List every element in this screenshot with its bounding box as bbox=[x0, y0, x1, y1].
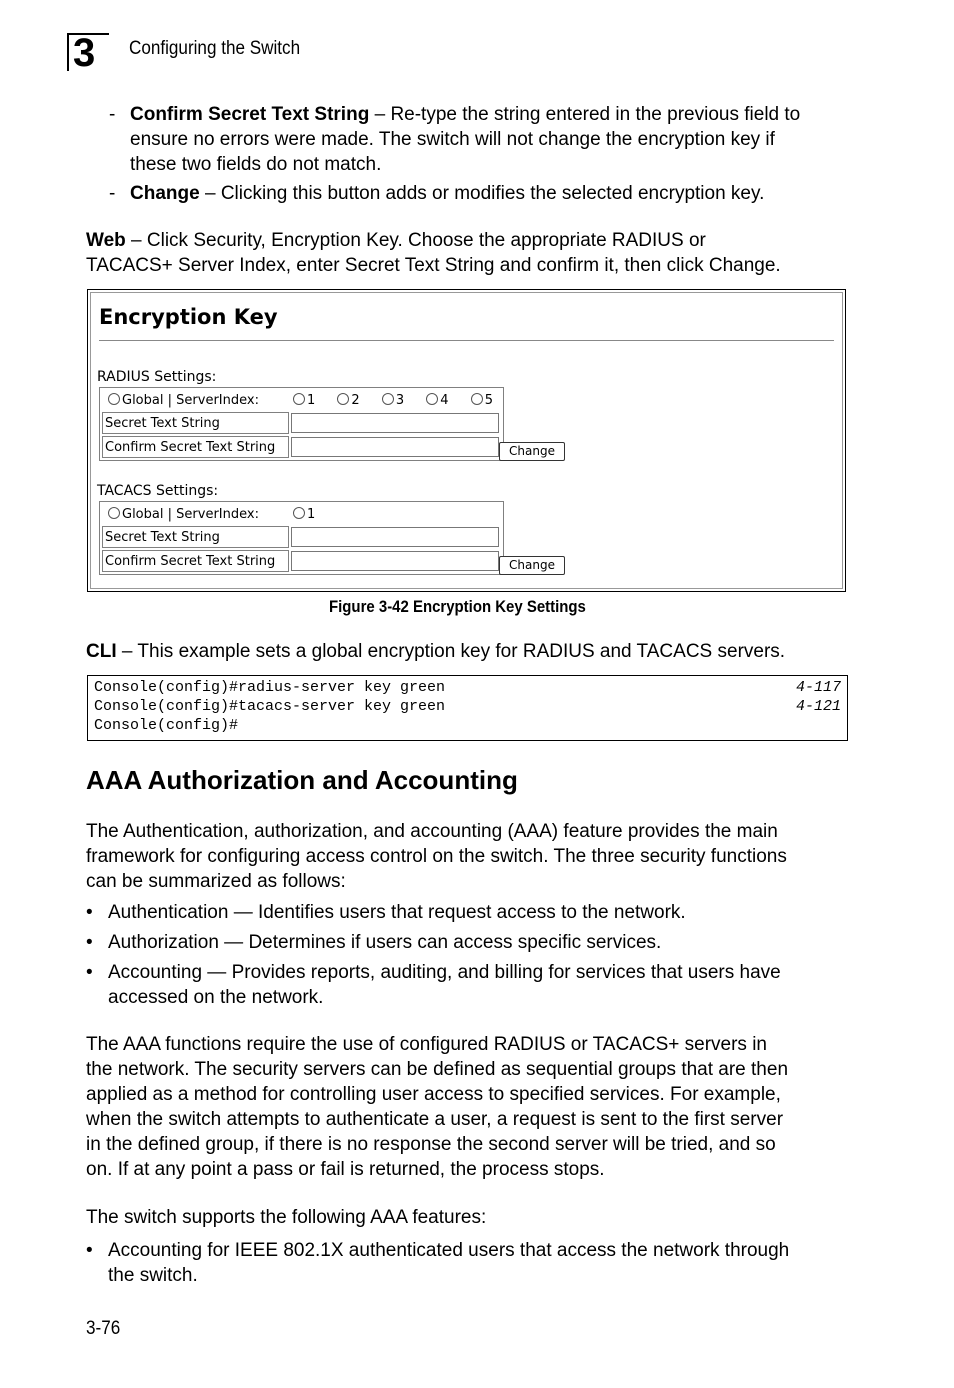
radius-index-radio-3[interactable] bbox=[382, 393, 394, 405]
radius-index-radio-2[interactable] bbox=[337, 393, 349, 405]
code-line: Console(config)# bbox=[94, 717, 239, 734]
radius-global-label: Global bbox=[122, 392, 164, 408]
para-line: in the defined group, if there is no response the second server will be tried, and so bbox=[86, 1134, 776, 1155]
tacacs-change-button[interactable]: Change bbox=[499, 556, 565, 575]
bullet-line: Accounting — Provides reports, auditing, and billing for services that users have bbox=[108, 962, 781, 983]
cli-term: CLI bbox=[86, 641, 117, 662]
web-line: TACACS+ Server Index, enter Secret Text String and confirm it, then click Change. bbox=[86, 255, 781, 276]
radius-secret-label: Secret Text String bbox=[102, 412, 289, 434]
radius-index-label: 1 bbox=[307, 392, 316, 408]
tacacs-index-label: 1 bbox=[307, 506, 316, 522]
radius-settings-label: RADIUS Settings: bbox=[97, 369, 217, 385]
para-line: on. If at any point a pass or fail is returned, the process stops. bbox=[86, 1159, 605, 1180]
intro-item-2-marker: - bbox=[109, 183, 116, 204]
radius-form bbox=[99, 387, 504, 461]
bullet-marker: • bbox=[86, 962, 93, 983]
code-ref: 4-121 bbox=[795, 698, 841, 715]
intro-item-2-term: Change bbox=[130, 183, 200, 204]
figure-divider bbox=[99, 340, 834, 341]
bullet-line: the switch. bbox=[108, 1265, 198, 1286]
intro-item-1-term: Confirm Secret Text String bbox=[130, 104, 370, 125]
tacacs-secret-label: Secret Text String bbox=[102, 526, 289, 548]
bullet-8021x-accounting bbox=[108, 1238, 868, 1288]
cli-text: – This example sets a global encryption key for RADIUS and TACACS servers. bbox=[121, 641, 786, 662]
para-line: can be summarized as follows: bbox=[86, 871, 346, 892]
radius-global-cell bbox=[102, 390, 289, 410]
para-line: The Authentication, authorization, and accounting (AAA) feature provides the main bbox=[86, 821, 778, 842]
para-line: applied as a method for controlling user access to specified services. For example, bbox=[86, 1084, 781, 1105]
tacacs-settings-label: TACACS Settings: bbox=[97, 483, 219, 499]
page-number: 3-76 bbox=[86, 1318, 121, 1339]
bullet-marker: • bbox=[86, 932, 93, 953]
code-line: Console(config)#tacacs-server key green bbox=[94, 698, 446, 715]
web-line: – Click Security, Encryption Key. Choose the appropriate RADIUS or bbox=[131, 230, 706, 251]
cli-code-block bbox=[87, 675, 848, 741]
radius-confirm-input[interactable] bbox=[291, 437, 499, 457]
intro-item-2-line: – Clicking this button adds or modifies the selected encryption key. bbox=[204, 183, 765, 204]
aaa-functions-paragraph bbox=[86, 1032, 876, 1182]
tacacs-confirm-label: Confirm Secret Text String bbox=[102, 550, 289, 572]
radius-index-radio-5[interactable] bbox=[471, 393, 483, 405]
tacacs-index-cell bbox=[291, 504, 501, 524]
separator: | bbox=[167, 392, 173, 408]
section-heading: AAA Authorization and Accounting bbox=[86, 765, 518, 795]
running-head: Configuring the Switch bbox=[129, 38, 301, 59]
radius-index-label: 2 bbox=[351, 392, 360, 408]
separator: | bbox=[167, 506, 173, 522]
code-ref: 4-117 bbox=[795, 679, 841, 696]
bullet-accounting bbox=[108, 960, 868, 1010]
bullet-marker: • bbox=[86, 1240, 93, 1261]
radius-index-cell bbox=[291, 390, 501, 410]
radius-secret-input[interactable] bbox=[291, 413, 499, 433]
aaa-intro-paragraph bbox=[86, 819, 866, 894]
radius-index-label: 5 bbox=[484, 392, 493, 408]
aaa-features-intro: The switch supports the following AAA features: bbox=[86, 1207, 487, 1228]
encryption-key-figure bbox=[87, 289, 846, 592]
figure-title: Encryption Key bbox=[99, 305, 278, 329]
intro-item-1-marker: - bbox=[109, 104, 116, 125]
radius-index-radio-4[interactable] bbox=[426, 393, 438, 405]
para-line: framework for configuring access control on the switch. The three security functions bbox=[86, 846, 787, 867]
intro-item-2 bbox=[130, 181, 850, 206]
tacacs-serverindex-label: ServerIndex: bbox=[176, 506, 259, 522]
tacacs-global-radio[interactable] bbox=[108, 507, 120, 519]
web-term: Web bbox=[86, 230, 126, 251]
radius-index-label: 4 bbox=[440, 392, 449, 408]
cli-paragraph bbox=[86, 639, 866, 664]
radius-global-radio[interactable] bbox=[108, 393, 120, 405]
tacacs-global-cell bbox=[102, 504, 289, 524]
radius-confirm-label: Confirm Secret Text String bbox=[102, 436, 289, 458]
tacacs-index-radio-1[interactable] bbox=[293, 507, 305, 519]
tacacs-confirm-input[interactable] bbox=[291, 551, 499, 571]
bullet-line: accessed on the network. bbox=[108, 987, 324, 1008]
chapter-number: 3 bbox=[67, 33, 109, 71]
tacacs-form bbox=[99, 501, 504, 575]
para-line: when the switch attempts to authenticate a user, a request is sent to the first server bbox=[86, 1109, 784, 1130]
intro-item-1 bbox=[130, 102, 850, 177]
intro-item-1-line: these two fields do not match. bbox=[130, 154, 382, 175]
web-paragraph bbox=[86, 228, 856, 278]
para-line: the network. The security servers can be defined as sequential groups that are then bbox=[86, 1059, 789, 1080]
radius-index-radio-1[interactable] bbox=[293, 393, 305, 405]
radius-serverindex-label: ServerIndex: bbox=[176, 392, 259, 408]
bullet-authentication: Authentication — Identifies users that request access to the network. bbox=[108, 902, 686, 923]
figure-caption: Figure 3-42 Encryption Key Settings bbox=[329, 597, 586, 616]
intro-item-1-line: – Re-type the string entered in the previous field to bbox=[374, 104, 801, 125]
code-line: Console(config)#radius-server key green bbox=[94, 679, 446, 696]
radius-change-button[interactable]: Change bbox=[499, 442, 565, 461]
para-line: The AAA functions require the use of configured RADIUS or TACACS+ servers in bbox=[86, 1034, 767, 1055]
bullet-marker: • bbox=[86, 902, 93, 923]
tacacs-global-label: Global bbox=[122, 506, 164, 522]
bullet-line: Accounting for IEEE 802.1X authenticated users that access the network through bbox=[108, 1240, 790, 1261]
tacacs-secret-input[interactable] bbox=[291, 527, 499, 547]
bullet-authorization: Authorization — Determines if users can access specific services. bbox=[108, 932, 662, 953]
radius-index-label: 3 bbox=[395, 392, 405, 408]
intro-item-1-line: ensure no errors were made. The switch will not change the encryption key if bbox=[130, 129, 775, 150]
